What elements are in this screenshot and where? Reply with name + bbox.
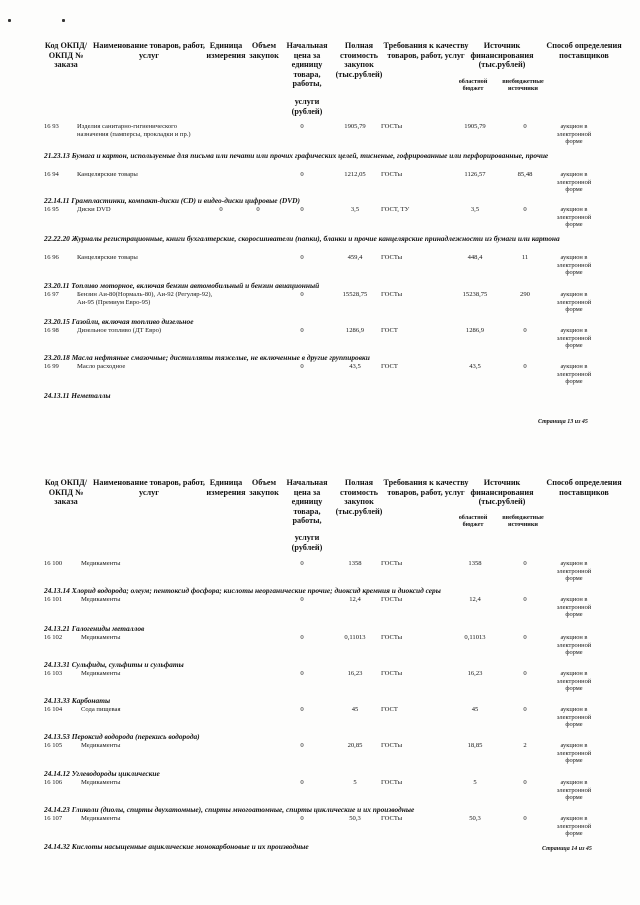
header-regional: областной бюджет [458,78,488,92]
header-unit: Единица измерения [206,41,246,60]
page-number: Страница 13 из 45 [538,419,588,425]
row-price: 0 [300,123,304,130]
row-code: 16 101 [44,596,63,603]
row-total: 5 [353,779,357,786]
row-volume: 0 [256,206,260,213]
row-code: 16 105 [44,742,63,749]
row-extra: 11 [521,254,529,261]
row-code: 16 100 [44,560,63,567]
row-regional: 1905,79 [464,123,486,130]
row-requirements: ГОСТы [381,171,403,178]
row-code: 16 103 [44,670,63,677]
section-title: 23.20.18 Масла нефтяные смазочные; дистилляты тяжелые, не включенные в другие группировки [44,353,370,362]
row-extra: 0 [523,327,527,334]
row-price: 0 [300,560,304,567]
header-total-cost: Полная стоимость закупок (тыс.рублей) [335,478,383,516]
row-requirements: ГОСТы [381,634,403,641]
row-method: аукцион в электронной форме [556,363,592,386]
section-title: 24.13.53 Пероксид водорода (перекись водорода) [44,732,200,741]
row-price: 0 [300,206,304,213]
row-code: 16 94 [44,171,59,178]
row-requirements: ГОСТ, ТУ [381,206,410,213]
scan-mark [62,19,65,22]
row-code: 16 104 [44,706,63,713]
row-price: 0 [300,706,304,713]
header-services: услуги (рублей) [291,97,323,116]
header-method: Способ определения поставщиков [546,41,622,60]
row-price: 0 [300,670,304,677]
row-price: 0 [300,291,304,298]
row-total: 43,5 [349,363,361,370]
row-total: 1358 [348,560,362,567]
row-code: 16 97 [44,291,59,298]
row-requirements: ГОСТы [381,291,403,298]
header-volume: Объем закупок [249,41,279,60]
header-method: Способ определения поставщиков [546,478,622,497]
row-name: Изделия санитарно-гигиенического назначения (памперсы, прокладки и пр.) [77,123,191,138]
row-requirements: ГОСТы [381,123,403,130]
row-name: Канцелярские товары [77,254,138,261]
row-name: Бензин Аи-80(Нормаль-80), Аи-92 (Регуляр-92), Аи-95 (Премиум Евро-95) [77,291,213,306]
header-name: Наименование товаров, работ, услуг [93,41,205,60]
row-total: 20,85 [347,742,363,749]
row-requirements: ГОСТы [381,254,403,261]
row-total: 459,4 [347,254,363,261]
scan-mark [8,19,11,22]
section-title: 24.14.23 Гликоли (диолы, спирты двухатомные), спирты многоатомные, спирты циклические и их производные [44,805,415,814]
row-code: 16 95 [44,206,59,213]
row-name: Медикаменты [81,670,121,677]
row-name: Медикаменты [81,742,121,749]
row-total: 1905,79 [344,123,366,130]
row-price: 0 [300,634,304,641]
row-method: аукцион в электронной форме [556,206,592,229]
row-extra: 0 [523,634,527,641]
header-regional: областной бюджет [458,514,488,528]
page-number: Страница 14 из 45 [542,846,592,852]
row-method: аукцион в электронной форме [556,706,592,729]
row-extra: 85,48 [517,171,533,178]
section-title: 24.13.33 Карбонаты [44,696,111,705]
row-method: аукцион в электронной форме [556,634,592,657]
row-requirements: ГОСТ [381,706,398,713]
row-name: Дизельное топливо (ДТ Евро) [77,327,162,334]
section-title: 24.14.12 Углеводороды циклические [44,769,160,778]
row-regional: 5 [473,779,477,786]
row-name: Диски DVD [77,206,111,213]
row-code: 16 98 [44,327,59,334]
row-regional: 0,11013 [464,634,486,641]
header-initial-price: Начальная цена за единицу товара, работы, [286,478,328,525]
row-regional: 18,85 [467,742,483,749]
row-total: 1212,05 [344,171,366,178]
row-method: аукцион в электронной форме [556,291,592,314]
row-name: Медикаменты [81,815,121,822]
row-total: 50,3 [349,815,361,822]
row-name: Масло расходное [77,363,126,370]
row-name: Медикаменты [81,779,121,786]
row-regional: 16,23 [467,670,483,677]
row-price: 0 [300,596,304,603]
row-total: 15528,75 [342,291,368,298]
header-requirements: Требования к качеству товаров, работ, услуг [383,478,469,497]
row-method: аукцион в электронной форме [556,670,592,693]
row-extra: 0 [523,706,527,713]
row-total: 3,5 [350,206,360,213]
row-requirements: ГОСТ [381,363,398,370]
section-title: 24.13.14 Хлорид водорода; олеум; пентоксид фосфора; кислоты неорганические прочие; диоксид кремния и диоксид серы [44,586,441,595]
header-unit: Единица измерения [206,478,246,497]
section-title: 21.23.13 Бумага и картон, используемые для письма или печати или прочих графических целей, тисненые, гофрированные или перфорированные, прочие [44,151,549,160]
row-method: аукцион в электронной форме [556,560,592,583]
row-name: Канцелярские товары [77,171,138,178]
row-code: 16 102 [44,634,63,641]
row-method: аукцион в электронной форме [556,779,592,802]
section-title: 22.22.20 Журналы регистрационные, книги бухгалтерские, скоросшиватели (папки), бланки и прочие канцелярские принадлежности из бумаги или картона [44,234,560,243]
header-code: Код ОКПД/ ОКПД № заказа [44,478,88,506]
row-name: Медикаменты [81,596,121,603]
row-extra: 0 [523,596,527,603]
section-title: 24.13.21 Галогениды металлов [44,624,145,633]
header-funding: Источник финансирования (тыс.рублей) [470,478,534,506]
row-requirements: ГОСТы [381,670,403,677]
row-extra: 0 [523,123,527,130]
section-title: 24.13.31 Сульфиды, сульфиты и сульфаты [44,660,184,669]
row-extra: 290 [520,291,530,298]
row-total: 1286,9 [345,327,365,334]
header-code: Код ОКПД/ ОКПД № заказа [44,41,88,69]
section-title: 24.14.32 Кислоты насыщенные ациклические монокарбоновые и их производные [44,842,309,851]
section-title: 22.14.11 Грампластинки, компакт-диски (CD) и видео-диски цифровые (DVD) [44,196,300,205]
row-price: 0 [300,171,304,178]
header-extra: внебюджетные источники [502,514,544,528]
row-regional: 15238,75 [462,291,488,298]
row-requirements: ГОСТы [381,560,403,567]
row-extra: 0 [523,363,527,370]
row-name: Медикаменты [81,634,121,641]
row-method: аукцион в электронной форме [556,815,592,838]
row-regional: 43,5 [469,363,481,370]
row-total: 45 [351,706,359,713]
row-method: аукцион в электронной форме [556,596,592,619]
row-regional: 45 [471,706,479,713]
row-regional: 1358 [468,560,482,567]
section-title: 24.13.11 Неметаллы [44,391,111,400]
header-services: услуги (рублей) [291,533,323,552]
row-extra: 2 [523,742,527,749]
row-requirements: ГОСТы [381,742,403,749]
row-price: 0 [300,779,304,786]
row-code: 16 107 [44,815,63,822]
section-title: 23.20.15 Газойли, включая топливо дизельное [44,317,194,326]
row-total: 12,4 [349,596,361,603]
row-price: 0 [300,363,304,370]
row-method: аукцион в электронной форме [556,327,592,350]
row-extra: 0 [523,560,527,567]
row-code: 16 99 [44,363,59,370]
row-code: 16 93 [44,123,59,130]
row-price: 0 [300,254,304,261]
row-regional: 1286,9 [465,327,485,334]
row-extra: 0 [523,815,527,822]
row-extra: 0 [523,206,527,213]
row-total: 0,11013 [344,634,366,641]
row-requirements: ГОСТ [381,327,398,334]
section-title: 23.20.11 Топливо моторное, включая бензин автомобильный и бензин авиационный [44,281,320,290]
header-total-cost: Полная стоимость закупок (тыс.рублей) [335,41,383,79]
row-requirements: ГОСТы [381,815,403,822]
header-name: Наименование товаров, работ, услуг [93,478,205,497]
row-code: 16 106 [44,779,63,786]
row-total: 16,23 [347,670,363,677]
row-price: 0 [300,742,304,749]
row-price: 0 [300,327,304,334]
row-code: 16 96 [44,254,59,261]
row-regional: 3,5 [470,206,480,213]
row-method: аукцион в электронной форме [556,742,592,765]
row-requirements: ГОСТы [381,779,403,786]
header-volume: Объем закупок [249,478,279,497]
row-regional: 12,4 [469,596,481,603]
row-extra: 0 [523,670,527,677]
row-method: аукцион в электронной форме [556,171,592,194]
row-name: Сода пищевая [81,706,121,713]
row-extra: 0 [523,779,527,786]
row-method: аукцион в электронной форме [556,254,592,277]
header-funding: Источник финансирования (тыс.рублей) [470,41,534,69]
row-regional: 1126,57 [464,171,486,178]
header-extra: внебюджетные источники [502,78,544,92]
row-requirements: ГОСТы [381,596,403,603]
row-unit: 0 [219,206,223,213]
header-requirements: Требования к качеству товаров, работ, услуг [383,41,469,60]
header-initial-price: Начальная цена за единицу товара, работы, [286,41,328,88]
row-method: аукцион в электронной форме [556,123,592,146]
row-regional: 448,4 [467,254,483,261]
row-name: Медикаменты [81,560,121,567]
row-regional: 50,3 [469,815,481,822]
row-price: 0 [300,815,304,822]
